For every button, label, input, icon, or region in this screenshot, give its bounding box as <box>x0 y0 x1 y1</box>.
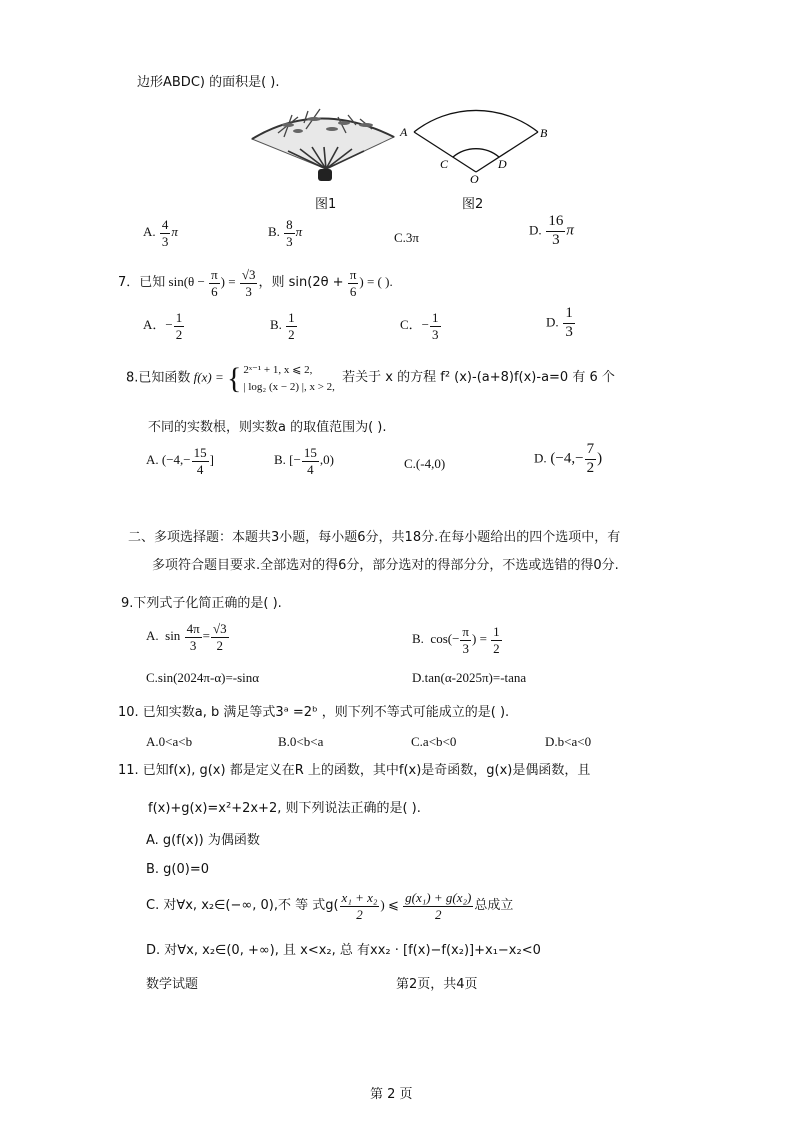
q9-option-b: B. cos(− $\frac{\pi}{3}$ ) = $\frac{1}{2}$ <box>412 624 500 656</box>
q9-option-a: A. sin $\frac{4\pi}{3}$ = $\frac{√3}{2}$ <box>146 621 227 653</box>
footer-page-number: 第 2 页 <box>370 1087 413 1102</box>
q10-option-a: A.0<a<b <box>146 734 193 749</box>
q11-condition: f(x)+g(x)=x²+2x+2, 则下列说法正确的是( ). <box>148 801 421 816</box>
q11-option-c: C. 对∀x, x₂∈(−∞, 0),不 等 式g( $\frac{\text{x₁ + x₂}}{2}$ ) ⩽ $\frac{\text{g(x₁) + g(x₂)}}{2}$ 总成立 <box>146 890 514 922</box>
q9-option-d: D.tan(α-2025π)=-tana <box>412 670 527 685</box>
point-O-label: O <box>470 172 479 184</box>
point-D-label: D <box>498 157 507 171</box>
q10-option-d: D.b<a<0 <box>545 734 592 749</box>
q11-option-b: B. g(0)=0 <box>146 862 210 877</box>
q6-option-b: B. $\frac{8}{3}$ π <box>268 217 303 249</box>
figure1-caption: 图1 <box>315 197 337 212</box>
q7-option-d: D. $\frac{1}{3}$ <box>546 305 573 340</box>
q10-option-c: C.a<b<0 <box>411 734 457 749</box>
fan-image-figure1 <box>248 103 398 187</box>
q6-option-d: D. $\frac{16}{3}$ π <box>529 213 574 248</box>
q7-stem: 7．已知 sin(θ − $\frac{\pi}{6}$ ) = $\frac{√3}{3}$ ，则 sin(2θ + $\frac{\pi}{6}$ ) = ( ). <box>118 267 393 299</box>
q7-option-b: B. $\frac{1}{2}$ <box>270 310 295 342</box>
sector-diagram-figure2 <box>398 100 558 184</box>
q8-stem-line1: 8.已知函数 f(x) = { 2ˣ⁻¹ + 1, x ⩽ 2, | log₂ (x − 2) |, x > 2, 若关于 x 的方程 f² (x)-(a+8)f(x)-a=0 有 6 个 <box>126 361 615 395</box>
q8-option-a: A. (−4,− $\frac{15}{4}$ ] <box>146 445 214 477</box>
footer-subject: 数学试题 <box>146 977 199 992</box>
point-B-label: B <box>540 126 548 140</box>
q10-option-b: B.0<b<a <box>278 734 324 749</box>
q6-option-a: A. $\frac{4}{3}$ π <box>143 217 178 249</box>
point-C-label: C <box>440 157 449 171</box>
q7-option-c: C．− $\frac{1}{3}$ <box>400 310 439 342</box>
q8-option-b: B. [− $\frac{15}{4}$ ,0) <box>274 445 334 477</box>
figure2-caption: 图2 <box>462 197 484 212</box>
section2-heading-line2: 多项符合题目要求.全部选对的得6分，部分选对的得部分分，不选或选错的得0分. <box>152 558 619 573</box>
section2-heading-line1: 二、多项选择题：本题共3小题，每小题6分，共18分.在每小题给出的四个选项中，有 <box>128 530 621 545</box>
point-A-label: A <box>400 125 408 139</box>
q6-stem-tail: 边形ABDC) 的面积是( ). <box>137 75 280 90</box>
q7-option-a: A．− $\frac{1}{2}$ <box>143 310 183 342</box>
q11-option-d: D. 对∀x, x₂∈(0, +∞), 且 x<x₂, 总 有xx₂ · [f(x)−f(x₂)]+x₁−x₂<0 <box>146 943 541 958</box>
q11-option-a: A. g(f(x)) 为偶函数 <box>146 833 260 848</box>
q10-stem: 10. 已知实数a, b 满足等式3ᵃ =2ᵇ ，则下列不等式可能成立的是( ). <box>118 705 510 720</box>
q11-stem: 11. 已知f(x), g(x) 都是定义在R 上的函数，其中f(x)是奇函数，g(x)是偶函数，且 <box>118 763 591 778</box>
q9-option-c: C.sin(2024π-α)=-sinα <box>146 670 260 685</box>
q6-option-c: C.3π <box>394 230 419 245</box>
footer-page-info: 第2页，共4页 <box>396 977 478 992</box>
q8-stem-line2: 不同的实数根，则实数a 的取值范围为( ). <box>148 420 387 435</box>
q9-stem: 9.下列式子化简正确的是( ). <box>121 596 282 611</box>
q8-option-c: C.(-4,0) <box>404 456 446 471</box>
q8-option-d: D. (−4,− $\frac{7}{2}$ ) <box>534 441 603 476</box>
